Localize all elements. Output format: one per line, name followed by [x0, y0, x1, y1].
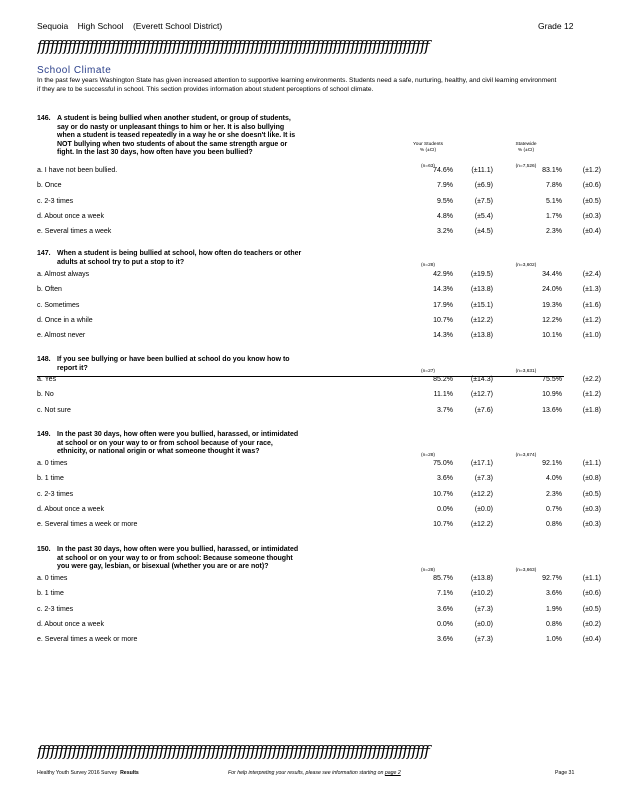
local-percent: 85.2%	[433, 376, 453, 383]
response-row	[37, 197, 601, 208]
question-text: In the past 30 days, how often were you bullied, harassed, or intimidated at school or on your way to or from school: Because someone thought you were gay, lesbian, or bisexual (whether you are or are not)?	[57, 546, 299, 571]
local-percent: 11.1%	[433, 391, 453, 399]
response-label: d. About once a week	[37, 505, 104, 513]
response-label: e. Almost never	[37, 332, 86, 340]
local-percent: 0.0%	[437, 505, 453, 513]
state-ci: (±0.5)	[582, 490, 601, 498]
response-row	[37, 460, 601, 470]
question-text: When a student is being bullied at school, how often do teachers or other adults at school try to put a stop to it?	[57, 250, 302, 266]
local-percent: 10.7%	[433, 316, 453, 324]
sample-size-local: (n=63)	[421, 164, 435, 169]
state-percent: 34.4%	[542, 271, 562, 278]
response-row	[37, 301, 601, 312]
response-row	[37, 332, 601, 342]
response-label: c. 2-3 times	[37, 605, 74, 613]
response-row	[37, 406, 601, 417]
response-label: e. Several times a week or more	[37, 636, 138, 644]
state-percent: 13.6%	[542, 406, 562, 414]
ornament-divider-top: ffffffffffffffffffffffffffffffffffffffffffffffffffffffffffffffffffffffffffffffffffffffffff	[37, 37, 429, 55]
sample-size-state: (n=3,631)	[515, 369, 537, 374]
local-ci: (±0.0)	[474, 505, 493, 513]
state-ci: (±0.3)	[582, 212, 601, 220]
state-ci: (±1.0)	[582, 332, 601, 340]
col-header-your-students-label: Your Students	[413, 142, 443, 147]
response-row	[37, 212, 601, 223]
state-percent: 19.3%	[542, 301, 562, 309]
local-ci: (±12.7)	[470, 391, 493, 399]
state-ci: (±0.4)	[582, 228, 601, 236]
response-label: c. 2-3 times	[37, 490, 74, 498]
response-label: e. Several times a week or more	[37, 521, 138, 529]
local-ci: (±6.9)	[474, 182, 493, 190]
response-label: a. Yes	[37, 376, 57, 383]
local-percent: 74.6%	[433, 167, 453, 174]
response-row	[37, 575, 601, 585]
local-percent: 75.0%	[433, 460, 453, 467]
question-text: In the past 30 days, how often were you bullied, harassed, or intimidated at school or on your way to or from school because of your race, ethnicity, or national origin or what someone thought it was?	[57, 431, 299, 456]
response-row	[37, 167, 601, 177]
sample-size-local: (n=28)	[421, 453, 435, 458]
ornament-divider-bottom: ffffffffffffffffffffffffffffffffffffffffffffffffffffffffffffffffffffffffffffffffffffffffff	[37, 742, 429, 760]
school-type: High School	[77, 21, 124, 31]
col-header-your-students-pct: % (±CI)	[419, 148, 437, 153]
response-row	[37, 475, 601, 485]
local-percent: 10.7%	[433, 521, 453, 529]
local-percent: 3.6%	[437, 636, 453, 644]
response-label: a. Almost always	[37, 271, 90, 278]
response-row	[37, 376, 601, 386]
state-ci: (±0.8)	[582, 475, 601, 483]
response-row	[37, 590, 601, 600]
response-row	[37, 636, 601, 646]
section-title: School Climate	[37, 65, 112, 76]
local-ci: (±12.2)	[470, 316, 493, 324]
response-label: c. Sometimes	[37, 301, 80, 309]
state-ci: (±1.1)	[582, 460, 601, 467]
local-percent: 7.1%	[437, 590, 453, 598]
local-ci: (±14.3)	[470, 376, 493, 383]
state-percent: 5.1%	[546, 197, 562, 205]
footer-help-text: For help interpreting your results, please see information starting on	[228, 770, 384, 776]
state-ci: (±1.2)	[582, 391, 601, 399]
response-label: d. About once a week	[37, 212, 104, 220]
state-percent: 10.1%	[542, 332, 562, 340]
col-header-your-students	[393, 142, 463, 154]
question-number: 146.	[37, 115, 51, 122]
local-ci: (±0.0)	[474, 620, 493, 628]
response-label: d. Once in a while	[37, 316, 93, 324]
response-row	[37, 605, 601, 616]
question-number: 150.	[37, 546, 51, 553]
response-label: b. 1 time	[37, 475, 64, 483]
sample-size-state: (n=3,663)	[515, 568, 537, 573]
state-percent: 12.2%	[542, 316, 562, 324]
local-ci: (±13.8)	[470, 575, 493, 582]
local-ci: (±12.2)	[470, 521, 493, 529]
response-row	[37, 316, 601, 327]
state-percent: 3.6%	[546, 590, 562, 598]
sample-size-state: (n=7,526)	[515, 164, 537, 169]
state-percent: 24.0%	[542, 286, 562, 294]
grade-label: Grade 12	[538, 21, 574, 31]
section-intro: In the past few years Washington State has given increased attention to supportive learning environments. Students need a safe, nurturing, healthy, and civil learning environment if they are to be successful in school. This section provides information about student perceptions of school climate.	[37, 77, 557, 93]
response-label: a. 0 times	[37, 460, 68, 467]
sample-size-state: (n=3,602)	[515, 263, 537, 268]
sample-size-local: (n=28)	[421, 263, 435, 268]
state-ci: (±1.2)	[582, 167, 601, 174]
local-ci: (±11.1)	[471, 167, 493, 174]
local-ci: (±17.1)	[470, 460, 493, 467]
school-name	[37, 21, 222, 31]
state-percent: 4.0%	[546, 475, 562, 483]
school-label: Sequoia	[37, 21, 69, 31]
state-ci: (±1.6)	[582, 301, 601, 309]
footer-survey	[37, 770, 139, 776]
local-percent: 14.3%	[433, 286, 453, 294]
sample-size-local: (n=28)	[421, 568, 435, 573]
local-ci: (±19.5)	[470, 271, 493, 278]
response-row	[37, 391, 601, 401]
local-ci: (±7.3)	[474, 475, 493, 483]
local-percent: 3.6%	[437, 475, 453, 483]
local-percent: 14.3%	[433, 332, 453, 340]
response-label: c. Not sure	[37, 406, 71, 414]
state-percent: 92.1%	[542, 460, 562, 467]
response-row	[37, 271, 601, 281]
local-ci: (±13.8)	[470, 332, 493, 340]
response-label: a. I have not been bullied.	[37, 167, 118, 174]
state-percent: 0.8%	[546, 620, 562, 628]
state-ci: (±1.1)	[582, 575, 601, 582]
page-number: Page 31	[555, 770, 575, 776]
district-name: (Everett School District)	[132, 21, 223, 31]
response-label: d. About once a week	[37, 620, 104, 628]
col-header-statewide-label: Statewide	[515, 142, 537, 147]
sample-size-local: (n=27)	[421, 369, 435, 374]
response-label: b. No	[37, 391, 54, 399]
local-percent: 17.9%	[433, 301, 453, 309]
local-ci: (±12.2)	[470, 490, 493, 498]
local-ci: (±15.1)	[470, 301, 493, 309]
question-number: 149.	[37, 431, 51, 438]
response-label: b. Often	[37, 286, 62, 294]
state-percent: 0.8%	[546, 521, 562, 529]
local-percent: 3.6%	[437, 605, 453, 613]
state-ci: (±0.6)	[582, 182, 601, 190]
state-percent: 0.7%	[546, 505, 562, 513]
state-ci: (±0.5)	[582, 605, 601, 613]
response-row	[37, 620, 601, 631]
question-number: 147.	[37, 250, 51, 257]
state-ci: (±1.3)	[582, 286, 601, 294]
response-label: b. Once	[37, 182, 62, 190]
local-percent: 4.8%	[437, 212, 453, 220]
sample-size-state: (n=3,674)	[515, 453, 537, 458]
response-row	[37, 505, 601, 516]
response-label: e. Several times a week	[37, 228, 112, 236]
local-percent: 85.7%	[433, 575, 453, 582]
col-header-statewide	[491, 142, 561, 154]
state-ci: (±0.6)	[582, 590, 601, 598]
response-label: a. 0 times	[37, 575, 68, 582]
state-ci: (±0.3)	[582, 505, 601, 513]
state-ci: (±2.4)	[582, 271, 601, 278]
response-label: b. 1 time	[37, 590, 64, 598]
state-percent: 83.1%	[542, 167, 562, 174]
local-percent: 42.9%	[433, 271, 453, 278]
local-ci: (±5.4)	[474, 212, 493, 220]
response-row	[37, 521, 601, 531]
state-percent: 92.7%	[542, 575, 562, 582]
question-text: If you see bullying or have been bullied at school do you know how to report it?	[57, 356, 290, 372]
state-ci: (±0.2)	[582, 620, 601, 628]
state-percent: 2.3%	[546, 228, 562, 236]
response-label: c. 2-3 times	[37, 197, 74, 205]
local-ci: (±7.5)	[474, 197, 493, 205]
footer-survey-name: Healthy Youth Survey 2016 Survey	[37, 770, 118, 776]
response-row	[37, 490, 601, 501]
response-row	[37, 228, 601, 238]
local-percent: 3.7%	[437, 406, 453, 414]
state-percent: 1.9%	[546, 605, 562, 613]
footer-help	[228, 770, 401, 776]
local-percent: 9.5%	[437, 197, 453, 205]
local-ci: (±7.3)	[474, 605, 493, 613]
local-ci: (±7.3)	[474, 636, 493, 644]
state-ci: (±0.5)	[582, 197, 601, 205]
state-ci: (±0.3)	[582, 521, 601, 529]
state-percent: 1.0%	[546, 636, 562, 644]
footer-results: Results	[120, 770, 139, 776]
state-percent: 10.9%	[542, 391, 562, 399]
local-percent: 3.2%	[437, 228, 453, 236]
local-percent: 7.9%	[437, 182, 453, 190]
local-ci: (±4.5)	[474, 228, 493, 236]
local-ci: (±7.6)	[474, 406, 493, 414]
state-ci: (±1.2)	[582, 316, 601, 324]
state-percent: 7.8%	[546, 182, 562, 190]
local-ci: (±10.2)	[470, 590, 493, 598]
local-percent: 10.7%	[433, 490, 453, 498]
state-ci: (±2.2)	[582, 376, 601, 383]
state-percent: 75.5%	[542, 376, 562, 383]
state-ci: (±1.8)	[582, 406, 601, 414]
response-row	[37, 286, 601, 296]
state-percent: 2.3%	[546, 490, 562, 498]
state-ci: (±0.4)	[582, 636, 601, 644]
question-text: A student is being bullied when another student, or group of students, say or do nasty or unpleasant things to him or her. It is also bullying when a student is teased repeatedly in a way he or she doesn't like. It is NOT bullying when two students of about the same strength argue or fight. In the last 30 days, how often have you been bullied?	[57, 115, 296, 157]
local-percent: 0.0%	[437, 620, 453, 628]
col-header-statewide-pct: % (±CI)	[517, 148, 535, 153]
section-rule	[37, 376, 564, 377]
footer-help-link[interactable]: page 2	[384, 770, 401, 776]
state-percent: 1.7%	[546, 212, 562, 220]
local-ci: (±13.8)	[470, 286, 493, 294]
response-row	[37, 182, 601, 192]
question-number: 148.	[37, 356, 51, 363]
